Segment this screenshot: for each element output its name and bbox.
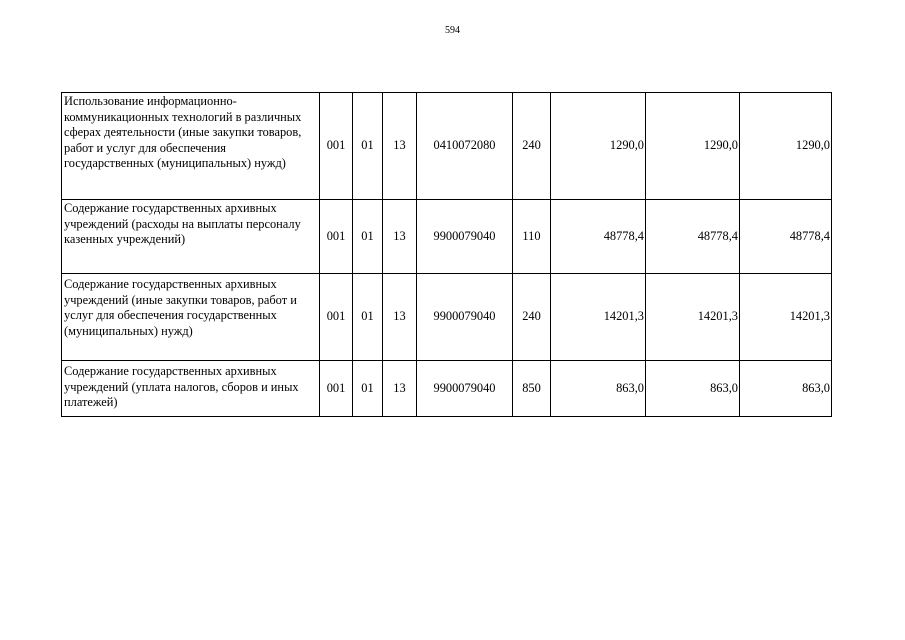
subsection-code-cell: 13	[383, 361, 417, 417]
row-name-cell: Содержание государственных архивных учреждений (уплата налогов, сборов и иных платежей)	[62, 361, 320, 417]
expense-type-cell: 850	[513, 361, 551, 417]
subsection-code-cell: 13	[383, 200, 417, 274]
row-name-cell: Использование информационно-коммуникационных технологий в различных сферах деятельности (иные закупки товаров, работ и услуг для обеспечения государственных (муниципальных) нужд)	[62, 93, 320, 200]
subsection-code-cell: 13	[383, 93, 417, 200]
table-row	[62, 361, 832, 417]
expense-type-cell: 240	[513, 274, 551, 361]
budget-table	[61, 92, 832, 417]
expense-type-cell: 240	[513, 93, 551, 200]
row-name-cell: Содержание государственных архивных учреждений (расходы на выплаты персоналу казенных учреждений)	[62, 200, 320, 274]
amount-2-cell: 1290,0	[646, 93, 740, 200]
ministry-code-cell: 001	[320, 200, 353, 274]
amount-1-cell: 48778,4	[551, 200, 646, 274]
section-code-cell: 01	[353, 200, 383, 274]
section-code-cell: 01	[353, 274, 383, 361]
amount-1-cell: 863,0	[551, 361, 646, 417]
section-code-cell: 01	[353, 93, 383, 200]
amount-1-cell: 14201,3	[551, 274, 646, 361]
ministry-code-cell: 001	[320, 93, 353, 200]
target-article-cell: 0410072080	[417, 93, 513, 200]
expense-type-cell: 110	[513, 200, 551, 274]
amount-1-cell: 1290,0	[551, 93, 646, 200]
amount-3-cell: 1290,0	[740, 93, 832, 200]
target-article-cell: 9900079040	[417, 200, 513, 274]
amount-3-cell: 14201,3	[740, 274, 832, 361]
table-row	[62, 200, 832, 274]
amount-2-cell: 48778,4	[646, 200, 740, 274]
subsection-code-cell: 13	[383, 274, 417, 361]
ministry-code-cell: 001	[320, 361, 353, 417]
table-row	[62, 93, 832, 200]
table-row	[62, 274, 832, 361]
target-article-cell: 9900079040	[417, 274, 513, 361]
amount-2-cell: 863,0	[646, 361, 740, 417]
amount-2-cell: 14201,3	[646, 274, 740, 361]
page-number: 594	[445, 25, 460, 36]
amount-3-cell: 48778,4	[740, 200, 832, 274]
ministry-code-cell: 001	[320, 274, 353, 361]
target-article-cell: 9900079040	[417, 361, 513, 417]
row-name-cell: Содержание государственных архивных учреждений (иные закупки товаров, работ и услуг для обеспечения государственных (муниципальных) нужд)	[62, 274, 320, 361]
amount-3-cell: 863,0	[740, 361, 832, 417]
section-code-cell: 01	[353, 361, 383, 417]
